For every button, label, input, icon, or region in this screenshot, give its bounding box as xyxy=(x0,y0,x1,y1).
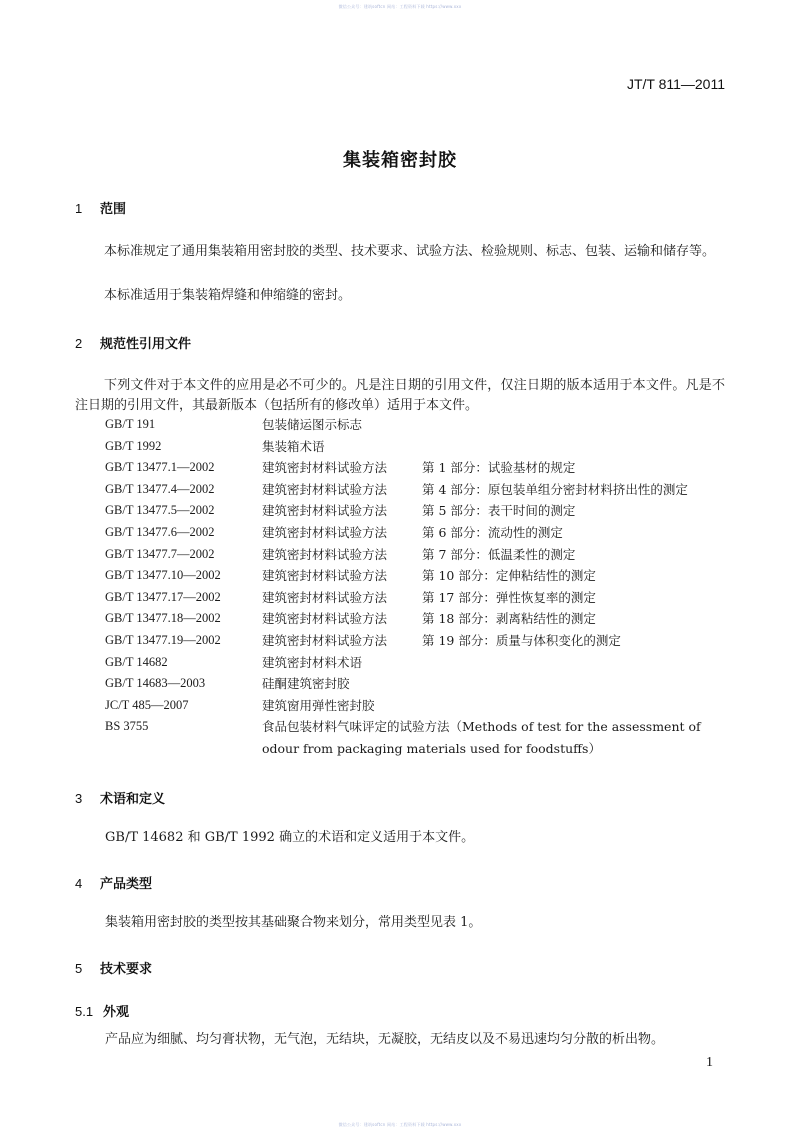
reference-item xyxy=(105,544,725,566)
reference-item xyxy=(105,500,725,522)
reference-part: 第 17 部分：弹性恢复率的测定 xyxy=(422,589,596,605)
reference-item xyxy=(105,414,725,436)
reference-title: 包装储运图示标志 xyxy=(262,417,363,432)
reference-title: 食品包装材料气味评定的试验方法（Methods of test for the assessment of odour from packaging materials used for foodstuffs） xyxy=(262,719,701,756)
reference-part: 第 7 部分：低温柔性的测定 xyxy=(422,546,576,562)
reference-item xyxy=(105,479,725,501)
reference-title: 建筑密封材料试验方法 xyxy=(262,524,388,540)
section-title: 技术要求 xyxy=(100,962,153,977)
reference-code: GB/T 13477.1—2002 xyxy=(105,460,215,475)
reference-title: 建筑窗用弹性密封胶 xyxy=(262,697,375,713)
reference-part: 第 5 部分：表干时间的测定 xyxy=(422,503,576,519)
section-number: 2 xyxy=(75,336,83,351)
subsection-number: 5.1 xyxy=(75,1004,94,1019)
reference-item xyxy=(105,695,725,717)
appearance-paragraph: 产品应为细腻、均匀膏状物，无气泡，无结块，无凝胶，无结皮以及不易迅速均匀分散的析出物。 xyxy=(105,1032,665,1047)
section-5-heading xyxy=(75,958,152,977)
reference-title: 建筑密封材料试验方法 xyxy=(262,589,388,605)
scope-paragraph-2: 本标准适用于集装箱焊缝和伸缩缝的密封。 xyxy=(104,288,352,303)
section-number: 1 xyxy=(75,201,83,216)
section-1-heading xyxy=(75,198,126,217)
reference-code: GB/T 13477.6—2002 xyxy=(105,524,215,539)
reference-title: 建筑密封材料试验方法 xyxy=(262,546,388,562)
reference-part: 第 18 部分：剥离粘结性的测定 xyxy=(422,611,596,627)
reference-title: 建筑密封材料术语 xyxy=(262,654,363,670)
reference-code: GB/T 13477.4—2002 xyxy=(105,481,215,496)
reference-item xyxy=(105,457,725,479)
reference-code: GB/T 13477.10—2002 xyxy=(105,568,221,583)
section-title: 规范性引用文件 xyxy=(100,337,192,352)
document-title: 集装箱密封胶 xyxy=(343,150,457,171)
reference-part: 第 19 部分：质量与体积变化的测定 xyxy=(422,632,621,648)
reference-code: BS 3755 xyxy=(105,719,149,734)
subsection-title: 外观 xyxy=(103,1005,130,1020)
scope-paragraph-1: 本标准规定了通用集装箱用密封胶的类型、技术要求、试验方法、检验规则、标志、包装、运输和储存等。 xyxy=(104,244,716,259)
reference-code: GB/T 1992 xyxy=(105,438,162,453)
reference-item xyxy=(105,522,725,544)
reference-code: GB/T 14682 xyxy=(105,654,168,669)
section-3-heading xyxy=(75,788,165,807)
reference-code: GB/T 13477.7—2002 xyxy=(105,546,215,561)
section-number: 3 xyxy=(75,791,83,806)
reference-title: 建筑密封材料试验方法 xyxy=(262,568,388,584)
standard-code: JT/T 811—2011 xyxy=(626,76,725,92)
reference-code: JC/T 485—2007 xyxy=(105,697,189,712)
normative-references-intro: 下列文件对于本文件的应用是必不可少的。凡是注日期的引用文件，仅注日期的版本适用于本文件。凡是不注日期的引用文件，其最新版本（包括所有的修改单）适用于本文件。 xyxy=(75,378,725,413)
section-2-heading xyxy=(75,333,191,352)
reference-code: GB/T 13477.5—2002 xyxy=(105,503,215,518)
reference-part: 第 1 部分：试验基材的规定 xyxy=(422,460,576,476)
bottom-watermark: 微信公众号：建筑softcn 网站：工程资料下载 https://www.xxx xyxy=(338,1122,462,1127)
reference-part: 第 4 部分：原包装单组分密封材料挤出性的测定 xyxy=(422,481,688,497)
reference-part: 第 10 部分：定伸粘结性的测定 xyxy=(422,568,596,584)
reference-item xyxy=(105,565,725,587)
reference-title: 硅酮建筑密封胶 xyxy=(262,676,350,692)
reference-title: 建筑密封材料试验方法 xyxy=(262,460,388,476)
product-type-paragraph: 集装箱用密封胶的类型按其基础聚合物来划分，常用类型见表 1。 xyxy=(105,915,482,930)
reference-item xyxy=(105,652,725,674)
terms-paragraph: GB/T 14682 和 GB/T 1992 确立的术语和定义适用于本文件。 xyxy=(105,830,475,845)
subsection-5-1-heading xyxy=(75,1001,129,1020)
reference-title: 集装箱术语 xyxy=(262,438,325,454)
reference-item xyxy=(105,436,725,458)
reference-code: GB/T 14683—2003 xyxy=(105,676,206,691)
reference-code: GB/T 13477.17—2002 xyxy=(105,589,221,604)
reference-title: 建筑密封材料试验方法 xyxy=(262,611,388,627)
reference-title: 建筑密封材料试验方法 xyxy=(262,503,388,519)
reference-title: 建筑密封材料试验方法 xyxy=(262,632,388,648)
reference-item xyxy=(105,630,725,652)
reference-list xyxy=(105,414,725,759)
reference-item xyxy=(105,587,725,609)
reference-item xyxy=(105,673,725,695)
reference-title: 建筑密封材料试验方法 xyxy=(262,481,388,497)
top-watermark: 微信公众号：建筑softcn 网站：工程资料下载 https://www.xxx xyxy=(338,4,462,9)
section-4-heading xyxy=(75,873,152,892)
reference-item xyxy=(105,608,725,630)
reference-item xyxy=(105,716,725,759)
section-title: 产品类型 xyxy=(100,877,153,892)
section-number: 4 xyxy=(75,876,83,891)
page-number: 1 xyxy=(706,1055,713,1070)
reference-part: 第 6 部分：流动性的测定 xyxy=(422,524,563,540)
reference-code: GB/T 191 xyxy=(105,417,156,431)
section-title: 范围 xyxy=(100,202,127,217)
section-title: 术语和定义 xyxy=(100,792,166,807)
section-number: 5 xyxy=(75,961,83,976)
reference-code: GB/T 13477.19—2002 xyxy=(105,632,221,647)
reference-code: GB/T 13477.18—2002 xyxy=(105,611,221,626)
